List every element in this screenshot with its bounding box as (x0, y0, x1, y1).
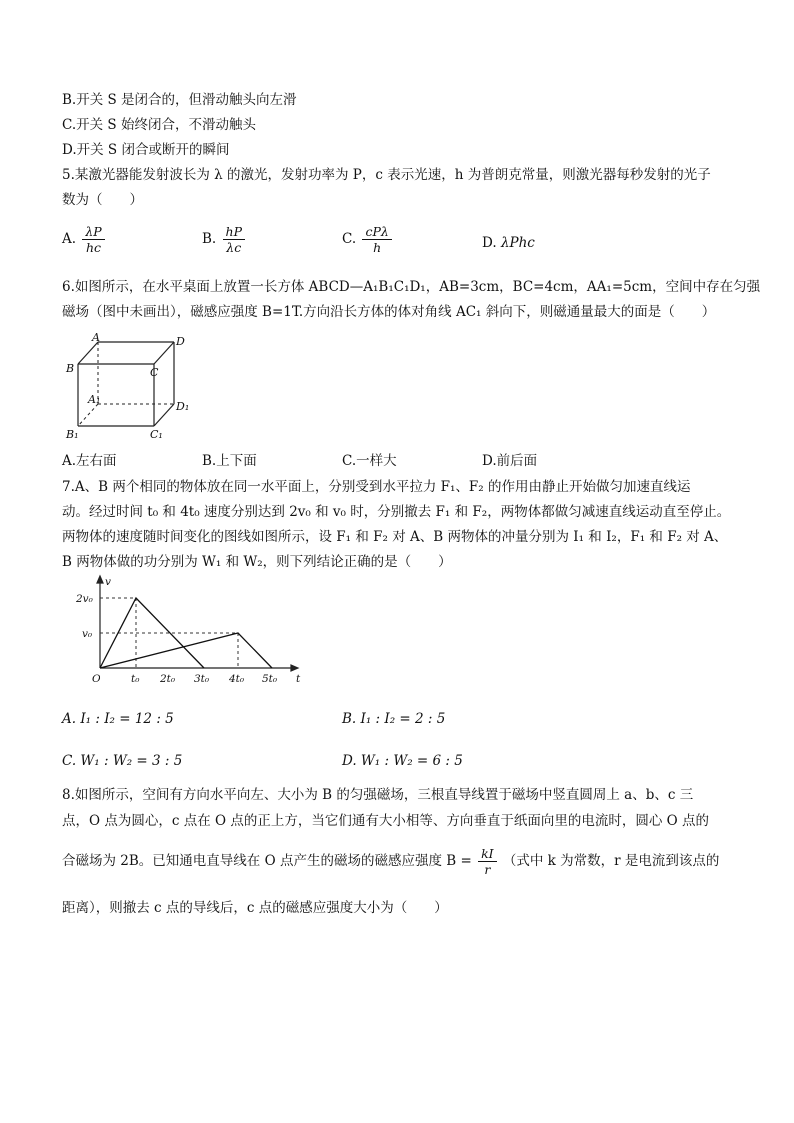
q4-option-d: D.开关 S 闭合或断开的瞬间 (62, 142, 230, 158)
q5-option-d: D. λPhc (482, 235, 535, 251)
q7-stem-line1: 7.A、B 两个相同的物体放在同一水平面上，分别受到水平拉力 F₁、F₂ 的作用由静止开始做匀加速直线运 (62, 479, 691, 495)
label-A1: A₁ (88, 393, 101, 406)
t-tick-4t0: 4t₀ (229, 673, 245, 685)
q4-option-b: B.开关 S 是闭合的，但滑动触头向左滑 (62, 92, 297, 108)
q5-option-c: C. $\frac{\text{cPλ}}{h}$ (342, 224, 394, 255)
t-axis-label: t (296, 673, 301, 685)
q6-option-b: B.上下面 (202, 453, 257, 469)
graph-line-a (100, 598, 204, 668)
t-tick-3t0: 3t₀ (194, 673, 210, 685)
q7-option-d: D. W₁ : W₂ = 6 : 5 (342, 753, 463, 769)
q6-stem-line1: 6.如图所示，在水平桌面上放置一长方体 ABCD—A₁B₁C₁D₁，AB=3cm，BC=4cm，AA₁=5cm，空间中存在匀强 (62, 279, 761, 295)
origin-label: O (92, 673, 101, 685)
q7-stem-line2: 动。经过时间 t₀ 和 4t₀ 速度分别达到 2v₀ 和 v₀ 时，分别撤去 F₁ 和 F₂，两物体都做匀减速直线运动直至停止。 (62, 504, 731, 520)
q7-stem-line4: B 两物体做的功分别为 W₁ 和 W₂，则下列结论正确的是（ ） (62, 554, 452, 570)
q7-stem-line3: 两物体的速度随时间变化的图线如图所示，设 F₁ 和 F₂ 对 A、B 两物体的冲量分别为 I₁ 和 I₂，F₁ 和 F₂ 对 A、 (62, 529, 728, 545)
t-tick-2t0: 2t₀ (160, 673, 176, 685)
q6-option-d: D.前后面 (482, 453, 538, 469)
q8-stem-line1: 8.如图所示，空间有方向水平向左、大小为 B 的匀强磁场，三根直导线置于磁场中竖直圆周上 a、b、c 三 (62, 787, 694, 803)
q5-option-a: A. $\frac{\lambda P}{hc}$ (62, 224, 107, 255)
t-tick-t0: t₀ (131, 673, 140, 685)
label-B: B (66, 362, 75, 375)
label-D: D (176, 335, 185, 348)
v-tick-2v0: 2v₀ (76, 593, 93, 605)
q8-stem-line4: 距离），则撤去 c 点的导线后，c 点的磁感应强度大小为（ ） (62, 900, 448, 916)
graph-line-b (100, 633, 272, 668)
q8-stem-line2: 点，O 点为圆心，c 点在 O 点的正上方，当它们通有大小相等、方向垂直于纸面向里的电流时，圆心 O 点的 (62, 813, 710, 829)
label-B1: B₁ (66, 428, 79, 441)
q7-option-a: A. I₁ : I₂ = 12 : 5 (62, 711, 174, 727)
t-tick-5t0: 5t₀ (262, 673, 278, 685)
q7-option-c: C. W₁ : W₂ = 3 : 5 (62, 753, 183, 769)
q5-stem-line1: 5.某激光器能发射波长为 λ 的激光，发射功率为 P，c 表示光速，h 为普朗克常量，则激光器每秒发射的光子 (62, 167, 711, 183)
q5-stem-line2: 数为（ ） (62, 192, 143, 208)
v-axis-label: v (105, 576, 111, 588)
label-D1: D₁ (176, 400, 190, 413)
label-C1: C₁ (150, 428, 163, 441)
q8-stem-line3: 合磁场为 2B。已知通电直导线在 O 点产生的磁场的磁感应强度 B = $\frac{kI}{r}$ （式中 k 为常数，r 是电流到该点的 (62, 846, 720, 877)
label-C: C (150, 366, 159, 379)
v-tick-v0: v₀ (82, 628, 93, 640)
q7-option-b: B. I₁ : I₂ = 2 : 5 (342, 711, 446, 727)
label-A: A (92, 332, 100, 344)
q6-stem-line2: 磁场（图中未画出），磁感应强度 B=1T.方向沿长方体的体对角线 AC₁ 斜向下，则磁通量最大的面是（ ） (62, 304, 716, 320)
q5-option-b: B. $\frac{hP}{\lambda c}$ (202, 224, 247, 255)
q4-option-c: C.开关 S 始终闭合，不滑动触头 (62, 117, 256, 133)
q6-option-c: C.一样大 (342, 453, 397, 469)
velocity-time-graph (62, 574, 312, 690)
q6-option-a: A.左右面 (62, 453, 117, 469)
cuboid-diagram (62, 332, 202, 444)
